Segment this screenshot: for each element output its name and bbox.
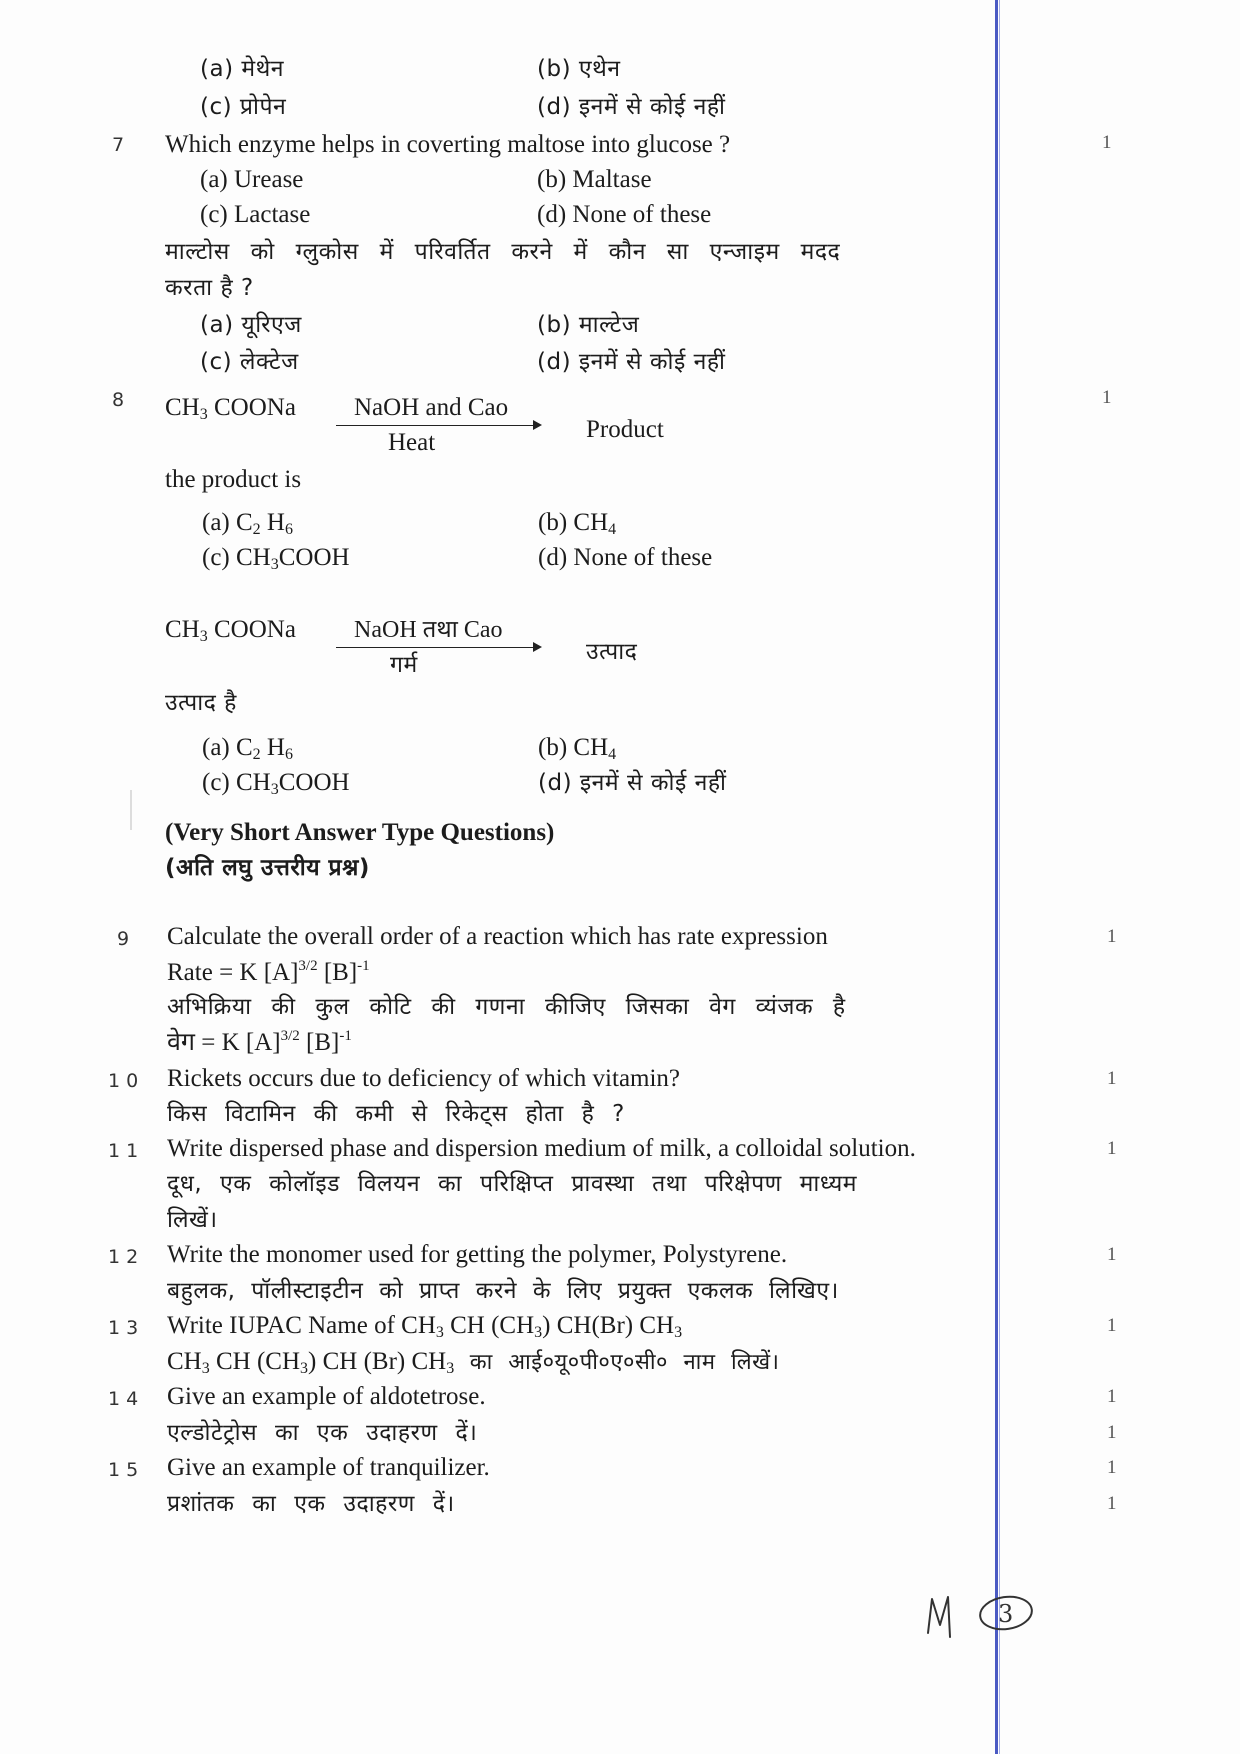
q7-option-b-hi: (b) माल्टेज <box>537 312 640 338</box>
q11-question-hi-line2: लिखें। <box>167 1207 218 1233</box>
q8-product-hi: उत्पाद <box>586 639 638 665</box>
q7-option-a-en: (a) Urease <box>200 166 304 193</box>
q11-mark: 1 <box>1107 1138 1117 1159</box>
q8-option-b-en: (b) $CH_4$ <box>538 509 617 538</box>
q10-question-en: Rickets occurs due to deficiency of which vitamin? <box>167 1065 681 1092</box>
q14-question-hi: एल्डोटेट्रोस का एक उदाहरण दें। <box>167 1420 478 1446</box>
q8-option-c-en: (c) $CH_3COOH$ <box>202 544 350 573</box>
q9-rate-expression-en: Rate = K $[A]^{3/2}$ $[B]^{-1}$ <box>167 958 370 986</box>
q15-question-en: Give an example of tranquilizer. <box>167 1454 490 1481</box>
q6-option-b: (b) एथेन <box>537 56 621 82</box>
q10-question-hi: किस विटामिन की कमी से रिकेट्स होता है ? <box>167 1101 625 1127</box>
q9-question-hi: अभिक्रिया की कुल कोटि की गणना कीजिए जिसका वेग व्यंजक है <box>167 994 846 1020</box>
q10-mark: 1 <box>1107 1068 1117 1089</box>
q7-option-d-hi: (d) इनमें से कोई नहीं <box>537 349 726 375</box>
q8-reaction-arrow-en <box>336 425 534 426</box>
margin-line <box>995 0 998 1754</box>
q11-number: 1 1 <box>108 1140 139 1162</box>
margin-line-shadow <box>999 0 1000 1754</box>
q7-question-hi-line1: माल्टोस को ग्लुकोस में परिवर्तित करने में कौन सा एन्जाइम मदद <box>165 239 841 265</box>
q8-condition-hi-bottom: गर्म <box>390 652 418 678</box>
q15-question-hi: प्रशांतक का एक उदाहरण दें। <box>167 1491 455 1517</box>
q8-option-c-hi: (c) $CH_3COOH$ <box>202 769 350 798</box>
q14-number: 1 4 <box>108 1388 139 1410</box>
q7-option-c-hi: (c) लेक्टेज <box>200 349 299 375</box>
q6-option-d: (d) इनमें से कोई नहीं <box>537 94 726 120</box>
q13-number: 1 3 <box>108 1317 139 1339</box>
q9-question-en: Calculate the overall order of a reaction which has rate expression <box>167 923 828 950</box>
q10-number: 1 0 <box>108 1070 139 1092</box>
q13-mark: 1 <box>1107 1315 1117 1336</box>
q8-product-en: Product <box>586 416 664 443</box>
page-number: 3 <box>998 1600 1014 1628</box>
q8-reactant-hi: $CH_3$ COONa <box>165 616 296 645</box>
q14-mark: 1 <box>1107 1386 1117 1407</box>
q7-option-a-hi: (a) यूरिएज <box>200 312 302 338</box>
q7-option-b-en: (b) Maltase <box>537 166 652 193</box>
q11-question-en: Write dispersed phase and dispersion medium of milk, a colloidal solution. <box>167 1135 916 1162</box>
section-heading-en: (Very Short Answer Type Questions) <box>165 819 555 846</box>
scan-artifact <box>130 790 132 830</box>
q7-number: 7 <box>112 134 125 156</box>
q8-reactant-en: $CH_3$ COONa <box>165 394 296 423</box>
q8-condition-hi-top: NaOH तथा Cao <box>354 617 503 643</box>
q8-option-a-en: (a) $C_2$ $H_6$ <box>202 509 293 538</box>
q8-option-d-hi: (d) इनमें से कोई नहीं <box>538 770 727 796</box>
q13-question-en: Write IUPAC Name of $CH_3$ CH $(CH_3)$ CH(Br) $CH_3$ <box>167 1312 683 1341</box>
q12-mark: 1 <box>1107 1244 1117 1265</box>
q7-question-hi-line2: करता है ? <box>165 275 254 301</box>
q8-option-a-hi: (a) $C_2$ $H_6$ <box>202 734 293 763</box>
q8-number: 8 <box>112 389 125 411</box>
q9-mark: 1 <box>1107 926 1117 947</box>
q8-condition-en-bottom: Heat <box>388 429 436 456</box>
q9-number: 9 <box>117 928 130 950</box>
q12-number: 1 2 <box>108 1246 139 1268</box>
q8-option-b-hi: (b) $CH_4$ <box>538 734 617 763</box>
q15-mark-hi: 1 <box>1107 1493 1117 1514</box>
q15-number: 1 5 <box>108 1459 139 1481</box>
q8-mark: 1 <box>1102 387 1112 408</box>
q6-option-a: (a) मेथेन <box>200 56 285 82</box>
q12-question-hi: बहुलक, पॉलीस्टाइटीन को प्राप्त करने के लिए प्रयुक्त एकलक लिखिए। <box>167 1278 839 1304</box>
q7-option-d-en: (d) None of these <box>537 201 712 228</box>
handwritten-signature <box>920 1585 1040 1645</box>
q8-option-d-en: (d) None of these <box>538 544 713 571</box>
q14-mark-hi: 1 <box>1107 1422 1117 1443</box>
q15-mark: 1 <box>1107 1457 1117 1478</box>
q11-question-hi-line1: दूध, एक कोलॉइड विलयन का परिक्षिप्त प्रावस्था तथा परिक्षेपण माध्यम <box>167 1171 858 1197</box>
q12-question-en: Write the monomer used for getting the polymer, Polystyrene. <box>167 1241 788 1268</box>
q9-rate-expression-hi: वेग = K $[A]^{3/2}$ $[B]^{-1}$ <box>167 1028 352 1056</box>
q14-question-en: Give an example of aldotetrose. <box>167 1383 486 1410</box>
q7-option-c-en: (c) Lactase <box>200 201 311 228</box>
q13-question-hi: $CH_3$ CH $(CH_3)$ CH (Br) $CH_3$ का आई०यू०पी०ए०सी० नाम लिखें। <box>167 1348 780 1377</box>
q8-stem-hi: उत्पाद है <box>165 690 237 716</box>
q8-reaction-arrow-hi <box>336 647 534 648</box>
section-heading-hi: (अति लघु उत्तरीय प्रश्न) <box>165 855 370 881</box>
q8-condition-en-top: NaOH and Cao <box>354 394 509 421</box>
q7-question-en: Which enzyme helps in coverting maltose into glucose ? <box>165 131 731 158</box>
q6-option-c: (c) प्रोपेन <box>200 94 287 120</box>
q7-mark: 1 <box>1102 132 1112 153</box>
q8-stem-en: the product is <box>165 466 302 493</box>
